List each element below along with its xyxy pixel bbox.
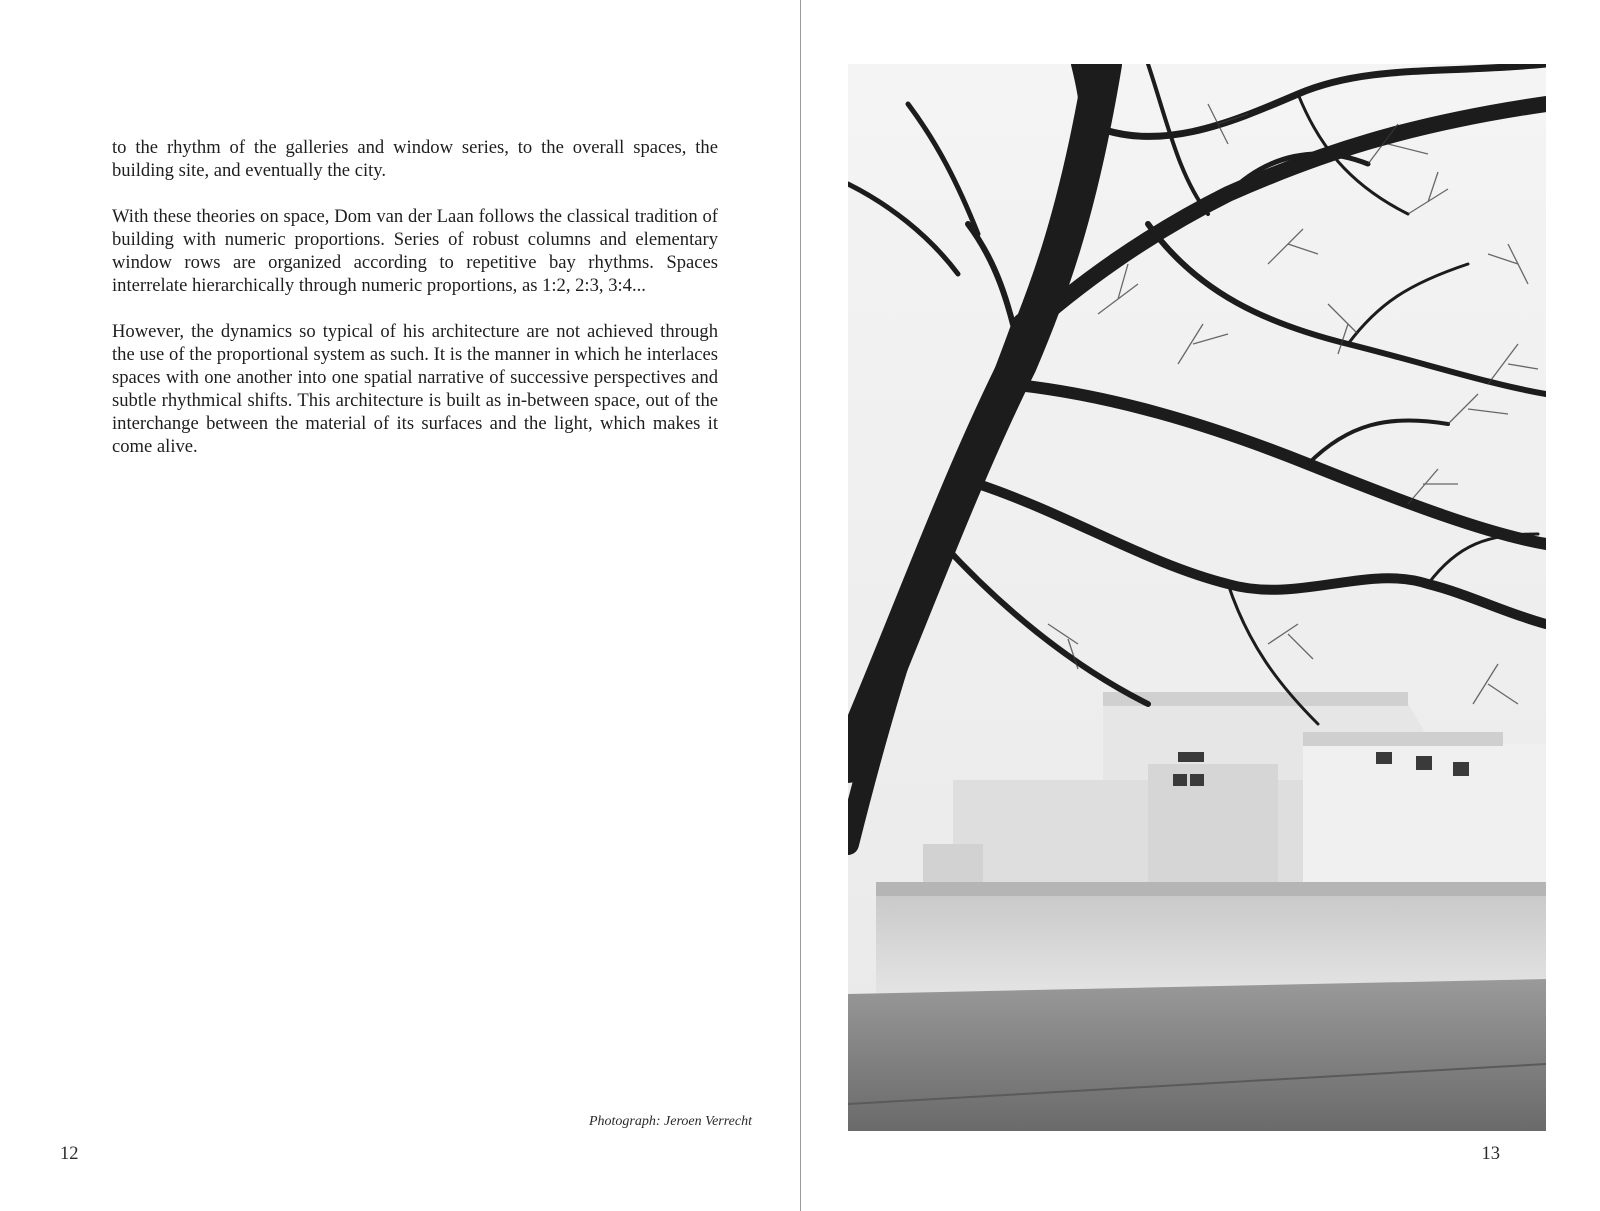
page-number-right: 13 bbox=[1481, 1144, 1500, 1164]
body-text bbox=[112, 136, 718, 481]
paragraph-3: However, the dynamics so typical of his architecture are not achieved through the use of the proportional system as such. It is the manner in which he interlaces spaces with one another into one spatial narrative of successive perspectives and subtle rhythmical shifts. This architecture is built as in-between space, out of the interchange between the material of its surfaces and the light, which makes it come alive. bbox=[112, 321, 718, 457]
photograph-illustration bbox=[848, 64, 1546, 1131]
right-page bbox=[800, 0, 1600, 1211]
paragraph-1: to the rhythm of the galleries and window series, to the overall spaces, the building site, and eventually the city. bbox=[112, 137, 718, 181]
paragraph-2: With these theories on space, Dom van der Laan follows the classical tradition of building with numeric proportions. Series of robust columns and elementary window rows are organized according to repetitive bay rhythms. Spaces interrelate hierarchically through numeric proportions, as 1:2, 2:3, 3:4... bbox=[112, 206, 718, 296]
photo-credit: Photograph: Jeroen Verrecht bbox=[588, 1114, 752, 1129]
page-number-left: 12 bbox=[60, 1144, 79, 1164]
photograph-tree-and-building bbox=[848, 64, 1546, 1131]
